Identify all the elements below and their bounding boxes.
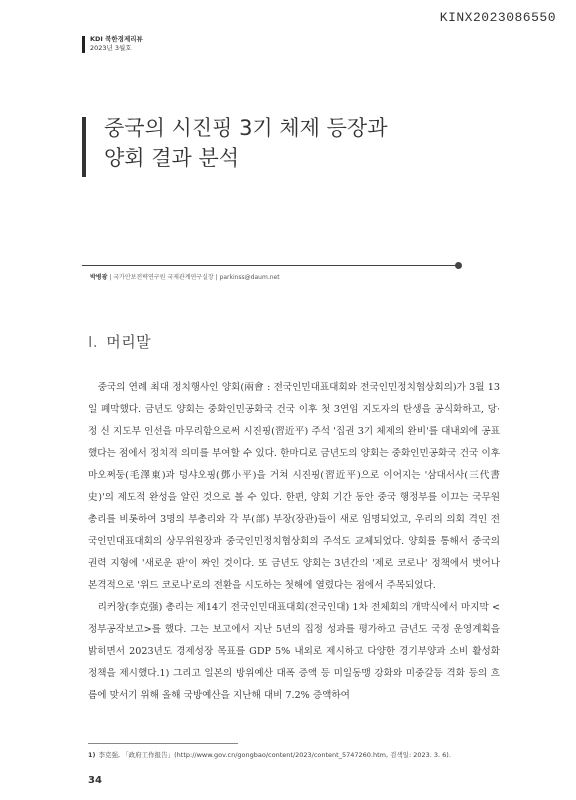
author-affiliation: 국가안보전략연구원 국제관계연구실장	[113, 274, 214, 281]
author-separator: |	[213, 274, 220, 281]
section-heading	[88, 331, 151, 352]
author-email[interactable]: parkinss@daum.net	[219, 274, 280, 281]
paragraph: 리커창(李克强) 총리는 제14기 전국인민대표대회(전국인대) 1차 전체회의 개막식에서 마지막 <정부공작보고>를 했다. 그는 보고에서 지난 5년의 집정 성과를 평가하고 금년도 국정 운영계획을 밝히면서 2023년도 경제성장 목표를 GDP 5% 내외로 제시하고 다양한 경기부양과 소비 활성화 정책을 제시했다.1) 그리고 일본의 방위예산 대폭 증액 등 미일동맹 강화와 미중갈등 격화 등의 흐름에 맞서기 위해 올해 국방예산을 지난해 대비 7.2% 증액하여	[88, 602, 500, 701]
author-separator: |	[107, 274, 114, 281]
journal-header	[90, 35, 143, 53]
title-line-2: 양회 결과 분석	[104, 146, 240, 170]
footnote-number: 1)	[88, 751, 96, 759]
footnote-divider	[88, 743, 238, 744]
page-title	[104, 113, 388, 173]
footnote-text: 李克强, 「政府工作报告」(http://www.gov.cn/gongbao/content/2023/content_5747260.htm, 검색일: 2023. 3. 6).	[98, 751, 451, 759]
author-divider-dot	[455, 262, 462, 269]
title-marker	[82, 117, 86, 177]
title-line-1: 중국의 시진핑 3기 체제 등장과	[104, 116, 388, 140]
paragraph: 중국의 연례 최대 정치행사인 양회(兩會 : 전국인민대표대회와 전국인민정치협상회의)가 3월 13일 폐막했다. 금년도 양회는 중화인민공화국 건국 이후 첫 3연임 지도자의 탄생을 공식화하고, 당·정 신 지도부 인선을 마무리함으로써 시진핑(習近平) 주석 '집권 3기 체제의 완비'를 대내외에 공표했다는 점에서 정치적 의미를 부여할 수 있다. 한마디로 금년도의 양회는 중화인민공화국 건국 이후 마오쩌둥(毛澤東)과 덩샤오핑(鄧小平)을 거쳐 시진핑(習近平)으로 이어지는 '삼대서사(三代書史)'의 제도적 완성을 알린 것으로 볼 수 있다. 한편, 양회 기간 동안 중국 행정부를 이끄는 국무원 총리를 비롯하여 3명의 부총리와 각 부(部) 부장(장관)들이 새로 임명되었고, 우리의 의회 격인 전국인민대표대회의 상무위원장과 중국인민정치협상회의 주석도 교체되었다. 양회를 통해서 중국의 권력 지형에 '새로운 판'이 짜인 것이다. 또 금년도 양회는 3년간의 '제로 코로나' 정책에서 벗어나 본격적으로 '위드 코로나'로의 전환을 시도하는 첫해에 열렸다는 점에서 주목되었다.	[88, 382, 500, 591]
document-id: KINX2023086550	[439, 10, 556, 25]
journal-issue: 2023년 3월호	[90, 44, 132, 52]
section-title: 머리말	[106, 333, 152, 351]
author-divider	[82, 265, 458, 266]
author-name: 박병광	[90, 274, 108, 281]
journal-name: KDI 북한경제리뷰	[90, 35, 143, 43]
author-info	[90, 272, 460, 281]
section-number: Ⅰ.	[88, 333, 99, 351]
body-text	[88, 377, 500, 707]
footnote	[88, 750, 451, 759]
journal-marker	[82, 36, 85, 53]
page-number: 34	[88, 775, 102, 786]
